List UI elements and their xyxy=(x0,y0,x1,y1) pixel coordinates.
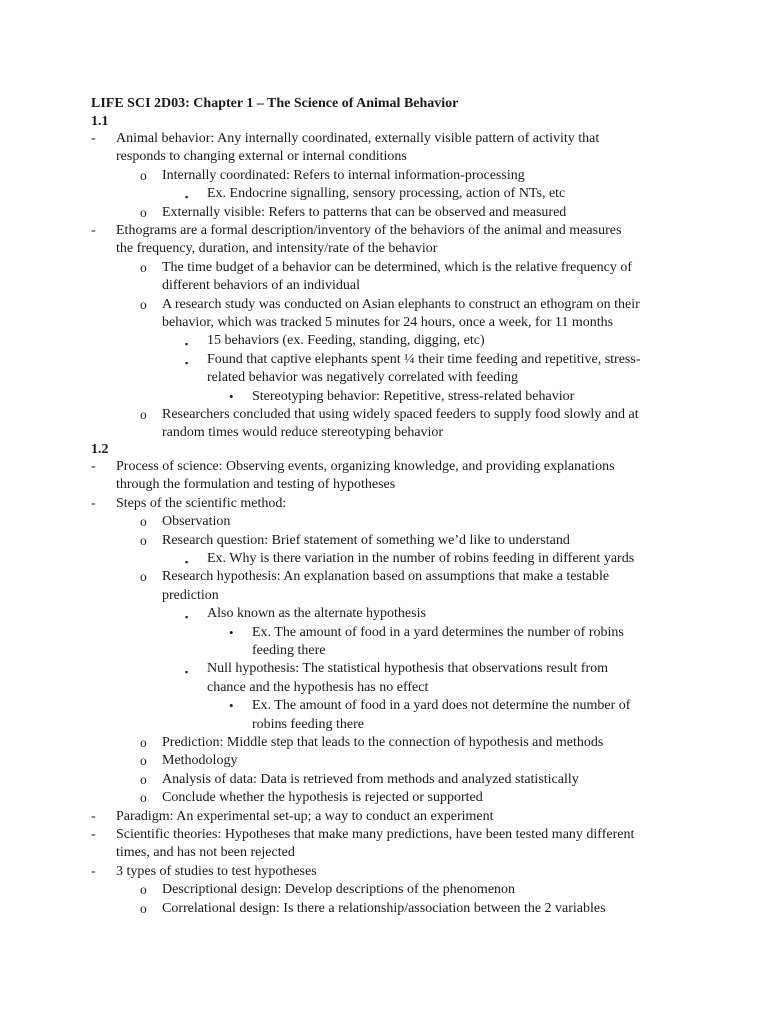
item-text-line: Animal behavior: Any internally coordinated, externally visible pattern of activity that xyxy=(116,131,600,146)
item-text-line: A research study was conducted on Asian elephants to construct an ethogram on their xyxy=(162,296,640,312)
bullet-marker: o xyxy=(140,771,147,787)
bullet-marker: ▪ xyxy=(185,667,189,678)
item-text-line: Steps of the scientific method: xyxy=(116,495,287,511)
item-text-line: responds to changing external or internal conditions xyxy=(116,149,407,165)
bullet-marker: o xyxy=(140,407,147,422)
item-text-line: Research question: Brief statement of something we’d like to understand xyxy=(162,532,570,548)
section-heading: 1.2 xyxy=(91,442,109,457)
bullet-marker: • xyxy=(229,624,234,640)
item-text-line: Analysis of data: Data is retrieved from methods and analyzed statistically xyxy=(162,771,579,787)
item-text-line: Ex. Endocrine signalling, sensory processing, action of NTs, etc xyxy=(207,186,566,202)
item-text-line: Ex. The amount of food in a yard determines the number of robins xyxy=(252,624,624,640)
bullet-marker: ▪ xyxy=(185,339,189,350)
bullet-marker: o xyxy=(140,514,147,530)
item-text-line: Ethograms are a formal description/inventory of the behaviors of the animal and measures xyxy=(116,223,622,238)
item-text-line: Correlational design: Is there a relationship/association between the 2 variables xyxy=(162,900,606,916)
bullet-marker: o xyxy=(140,532,147,548)
item-text-line: Methodology xyxy=(162,753,238,769)
bullet-marker: ▪ xyxy=(185,357,189,368)
item-text-line: Conclude whether the hypothesis is rejected or supported xyxy=(162,790,483,806)
bullet-marker: o xyxy=(140,900,147,916)
item-text-line: Research hypothesis: An explanation based on assumptions that make a testable xyxy=(162,569,610,585)
bullet-marker: ▪ xyxy=(185,612,189,623)
bullet-marker: - xyxy=(91,223,96,238)
item-text-line: Also known as the alternate hypothesis xyxy=(207,606,426,622)
item-text-line: Externally visible: Refers to patterns that can be observed and measured xyxy=(162,204,567,220)
item-text-line: Paradigm: An experimental set-up; a way to conduct an experiment xyxy=(116,808,494,824)
bullet-marker: - xyxy=(91,131,96,146)
item-text-line: Ex. Why is there variation in the number of robins feeding in different yards xyxy=(207,551,635,566)
item-text-line: feeding there xyxy=(252,643,326,658)
item-text-line: Process of science: Observing events, organizing knowledge, and providing explanations xyxy=(116,459,615,474)
section-heading: 1.1 xyxy=(91,114,109,129)
item-text-line: random times would reduce stereotyping behavior xyxy=(162,425,444,441)
item-text-line: robins feeding there xyxy=(252,716,364,732)
bullet-marker: - xyxy=(91,827,96,842)
bullet-marker: o xyxy=(140,296,147,312)
bullet-marker: • xyxy=(229,388,234,404)
item-text-line: behavior, which was tracked 5 minutes for 24 hours, once a week, for 11 months xyxy=(162,315,614,330)
item-text-line: times, and has not been rejected xyxy=(116,845,295,861)
bullet-marker: o xyxy=(140,167,147,183)
bullet-marker: ▪ xyxy=(185,557,189,567)
item-text-line: Scientific theories: Hypotheses that make many predictions, have been tested many different xyxy=(116,827,635,842)
item-text-line: chance and the hypothesis has no effect xyxy=(207,679,429,695)
bullet-marker: o xyxy=(140,882,147,898)
item-text-line: Prediction: Middle step that leads to the connection of hypothesis and methods xyxy=(162,735,604,750)
item-text-line: Ex. The amount of food in a yard does not determine the number of xyxy=(252,698,631,714)
bullet-marker: - xyxy=(91,808,96,824)
item-text-line: Found that captive elephants spent ¼ their time feeding and repetitive, stress- xyxy=(207,351,641,367)
item-text-line: prediction xyxy=(162,587,219,603)
item-text-line: The time budget of a behavior can be determined, which is the relative frequency of xyxy=(162,259,632,275)
bullet-marker: - xyxy=(91,863,96,879)
bullet-marker: • xyxy=(229,698,234,714)
bullet-marker: o xyxy=(140,259,147,275)
bullet-marker: - xyxy=(91,459,96,474)
bullet-marker: o xyxy=(140,753,147,769)
item-text-line: 15 behaviors (ex. Feeding, standing, digging, etc) xyxy=(207,333,485,349)
item-text-line: different behaviors of an individual xyxy=(162,278,361,294)
bullet-marker: ▪ xyxy=(185,192,189,203)
item-text-line: Observation xyxy=(162,514,231,530)
item-text-line: Descriptional design: Develop descriptions of the phenomenon xyxy=(162,882,516,898)
item-text-line: the frequency, duration, and intensity/rate of the behavior xyxy=(116,241,438,257)
item-text-line: related behavior was negatively correlated with feeding xyxy=(207,370,518,386)
item-text-line: 3 types of studies to test hypotheses xyxy=(116,863,317,879)
item-text-line: Stereotyping behavior: Repetitive, stress-related behavior xyxy=(252,388,575,404)
bullet-marker: o xyxy=(140,204,147,220)
item-text-line: Internally coordinated: Refers to internal information-processing xyxy=(162,167,525,183)
bullet-marker: o xyxy=(140,569,147,585)
bullet-marker: o xyxy=(140,790,147,806)
item-text-line: through the formulation and testing of hypotheses xyxy=(116,477,396,493)
bullet-marker: - xyxy=(91,495,96,511)
document-title: LIFE SCI 2D03: Chapter 1 – The Science of Animal Behavior xyxy=(91,96,459,111)
bullet-marker: o xyxy=(140,735,147,750)
item-text-line: Null hypothesis: The statistical hypothesis that observations result from xyxy=(207,661,609,677)
item-text-line: Researchers concluded that using widely spaced feeders to supply food slowly and at xyxy=(162,407,639,422)
